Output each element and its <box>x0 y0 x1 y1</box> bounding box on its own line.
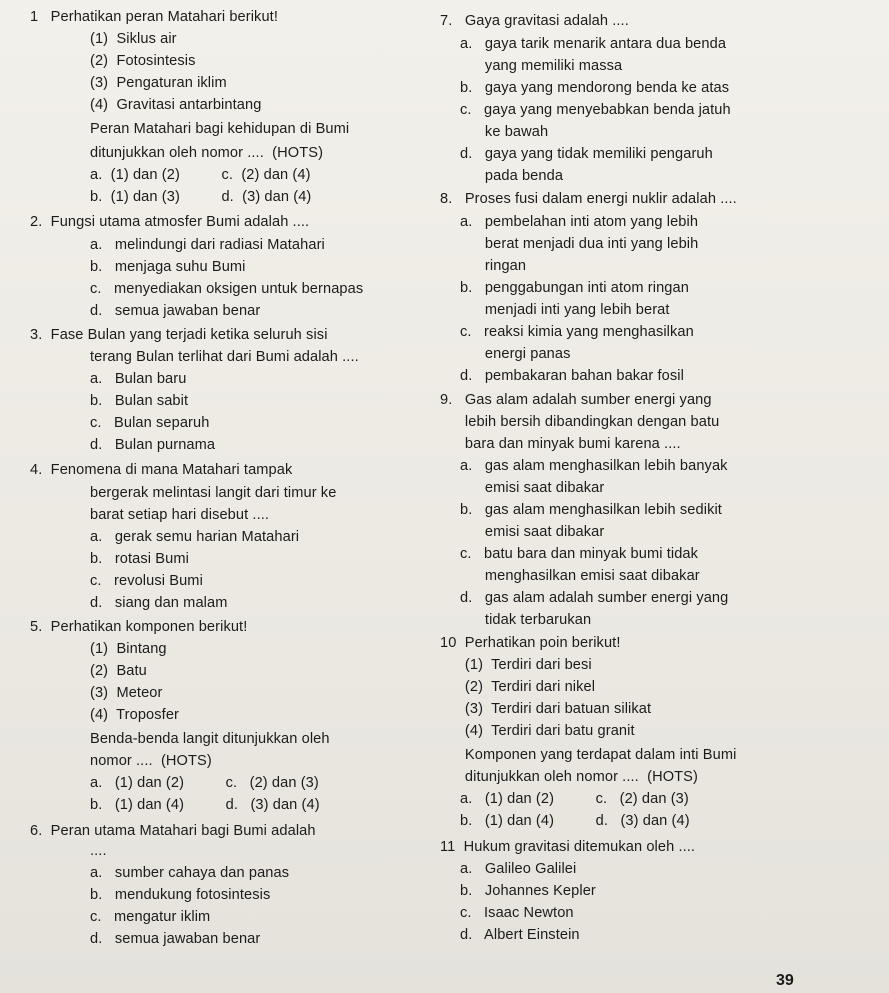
q9-option-b-1: b. gas alam menghasilkan lebih sedikit <box>460 502 722 518</box>
q6-stem: .... <box>90 843 107 859</box>
q3-option-c: c. Bulan separuh <box>90 415 210 431</box>
q7-option-c-1: c. gaya yang menyebabkan benda jatuh <box>460 102 731 118</box>
q11-option-b: b. Johannes Kepler <box>460 883 596 899</box>
q11-title: 11 Hukum gravitasi ditemukan oleh .... <box>440 839 696 855</box>
q4-stem-2: barat setiap hari disebut .... <box>90 507 270 523</box>
q11-option-d: d. Albert Einstein <box>460 927 580 943</box>
q2-option-c: c. menyediakan oksigen untuk bernapas <box>90 281 364 297</box>
q10-stem-1: Komponen yang terdapat dalam inti Bumi <box>440 747 737 763</box>
q5-item-2: (2) Batu <box>90 663 147 679</box>
q7-option-a-1: a. gaya tarik menarik antara dua benda <box>460 36 727 52</box>
q4-option-d: d. siang dan malam <box>90 595 228 611</box>
q8-title: 8. Proses fusi dalam energi nuklir adalah .... <box>440 191 737 207</box>
q4-option-c: c. revolusi Bumi <box>90 573 203 589</box>
q5-item-3: (3) Meteor <box>90 685 163 701</box>
q4-option-b: b. rotasi Bumi <box>90 551 189 567</box>
q11-option-c: c. Isaac Newton <box>460 905 574 921</box>
q7-option-d-1: d. gaya yang tidak memiliki pengaruh <box>460 146 713 162</box>
q7-option-b: b. gaya yang mendorong benda ke atas <box>460 80 730 96</box>
q9-stem-1: lebih bersih dibandingkan dengan batu <box>440 414 720 430</box>
q10-options-bd: b. (1) dan (4) d. (3) dan (4) <box>460 813 690 829</box>
q9-title: 9. Gas alam adalah sumber energi yang <box>440 392 712 408</box>
q5-options-bd: b. (1) dan (4) d. (3) dan (4) <box>90 797 320 813</box>
q10-item-2: (2) Terdiri dari nikel <box>440 679 596 695</box>
q2-option-d: d. semua jawaban benar <box>90 303 261 319</box>
q10-item-3: (3) Terdiri dari batuan silikat <box>440 701 652 717</box>
q1-item-2: (2) Fotosintesis <box>90 53 196 69</box>
q5-stem-1: Benda-benda langit ditunjukkan oleh <box>90 731 330 747</box>
q10-title: 10 Perhatikan poin berikut! <box>440 635 621 651</box>
q8-option-a-3: ringan <box>460 258 527 274</box>
q9-option-c-2: menghasilkan emisi saat dibakar <box>460 568 700 584</box>
q8-option-a-2: berat menjadi dua inti yang lebih <box>460 236 699 252</box>
q8-option-b-1: b. penggabungan inti atom ringan <box>460 280 689 296</box>
q7-option-d-2: pada benda <box>460 168 564 184</box>
q9-option-a-2: emisi saat dibakar <box>460 480 605 496</box>
q2-option-a: a. melindungi dari radiasi Matahari <box>90 237 325 253</box>
q8-option-a-1: a. pembelahan inti atom yang lebih <box>460 214 699 230</box>
q1-stem-1: Peran Matahari bagi kehidupan di Bumi <box>90 121 350 137</box>
q4-title: 4. Fenomena di mana Matahari tampak <box>30 462 293 478</box>
q9-stem-2: bara dan minyak bumi karena .... <box>440 436 681 452</box>
q3-option-d: d. Bulan purnama <box>90 437 216 453</box>
q6-title: 6. Peran utama Matahari bagi Bumi adalah <box>30 823 316 839</box>
q7-option-a-2: yang memiliki massa <box>460 58 623 74</box>
q7-option-c-2: ke bawah <box>460 124 549 140</box>
q7-title: 7. Gaya gravitasi adalah .... <box>440 13 629 29</box>
q10-options-ac: a. (1) dan (2) c. (2) dan (3) <box>460 791 689 807</box>
page-number: 39 <box>776 972 794 989</box>
q8-option-d: d. pembakaran bahan bakar fosil <box>460 368 684 384</box>
left-column <box>0 0 440 993</box>
q5-item-4: (4) Troposfer <box>90 707 179 723</box>
q10-stem-2: ditunjukkan oleh nomor .... (HOTS) <box>440 769 698 785</box>
q3-stem: terang Bulan terlihat dari Bumi adalah .... <box>90 349 359 365</box>
q9-option-c-1: c. batu bara dan minyak bumi tidak <box>460 546 699 562</box>
q1-item-3: (3) Pengaturan iklim <box>90 75 227 91</box>
q3-option-a: a. Bulan baru <box>90 371 187 387</box>
q10-item-4: (4) Terdiri dari batu granit <box>440 723 635 739</box>
right-column <box>440 0 889 993</box>
q1-stem-2: ditunjukkan oleh nomor .... (HOTS) <box>90 145 324 161</box>
q1-options-bd: b. (1) dan (3) d. (3) dan (4) <box>90 189 312 205</box>
q5-options-ac: a. (1) dan (2) c. (2) dan (3) <box>90 775 319 791</box>
q2-title: 2. Fungsi utama atmosfer Bumi adalah .... <box>30 214 310 230</box>
q6-option-b: b. mendukung fotosintesis <box>90 887 271 903</box>
q1-title: 1 Perhatikan peran Matahari berikut! <box>30 9 278 25</box>
q3-option-b: b. Bulan sabit <box>90 393 189 409</box>
q6-option-a: a. sumber cahaya dan panas <box>90 865 290 881</box>
q8-option-c-1: c. reaksi kimia yang menghasilkan <box>460 324 694 340</box>
q9-option-a-1: a. gas alam menghasilkan lebih banyak <box>460 458 728 474</box>
q8-option-b-2: menjadi inti yang lebih berat <box>460 302 670 318</box>
q1-item-4: (4) Gravitasi antarbintang <box>90 97 262 113</box>
q4-option-a: a. gerak semu harian Matahari <box>90 529 300 545</box>
q1-options-ac: a. (1) dan (2) c. (2) dan (4) <box>90 167 311 183</box>
q5-stem-2: nomor .... (HOTS) <box>90 753 212 769</box>
q1-item-1: (1) Siklus air <box>90 31 177 47</box>
q4-stem-1: bergerak melintasi langit dari timur ke <box>90 485 337 501</box>
q6-option-c: c. mengatur iklim <box>90 909 211 925</box>
q11-option-a: a. Galileo Galilei <box>460 861 577 877</box>
q5-title: 5. Perhatikan komponen berikut! <box>30 619 248 635</box>
q9-option-b-2: emisi saat dibakar <box>460 524 605 540</box>
q9-option-d-1: d. gas alam adalah sumber energi yang <box>460 590 729 606</box>
q10-item-1: (1) Terdiri dari besi <box>440 657 592 673</box>
q3-title: 3. Fase Bulan yang terjadi ketika seluruh sisi <box>30 327 328 343</box>
q8-option-c-2: energi panas <box>460 346 571 362</box>
q5-item-1: (1) Bintang <box>90 641 167 657</box>
q9-option-d-2: tidak terbarukan <box>460 612 592 628</box>
q2-option-b: b. menjaga suhu Bumi <box>90 259 246 275</box>
q6-option-d: d. semua jawaban benar <box>90 931 261 947</box>
